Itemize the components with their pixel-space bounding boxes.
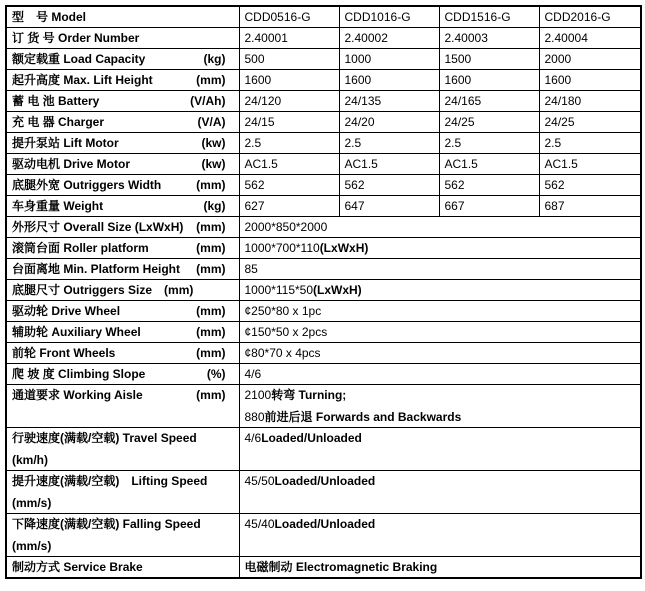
table-row bbox=[6, 6, 641, 28]
spec-value-cell bbox=[239, 557, 641, 579]
spec-value-line bbox=[245, 219, 636, 235]
table-row bbox=[6, 364, 641, 385]
spec-value: 667 bbox=[444, 199, 465, 213]
spec-label-line bbox=[12, 72, 234, 88]
spec-unit: (mm) bbox=[196, 220, 226, 234]
spec-value-cell bbox=[239, 471, 641, 514]
spec-label-line bbox=[12, 387, 234, 403]
spec-value-cell bbox=[239, 259, 641, 280]
spec-label: 外形尺寸 Overall Size (LxWxH) bbox=[12, 220, 184, 234]
table-row bbox=[6, 196, 641, 217]
spec-label: 底腿尺寸 Outriggers Size (mm) bbox=[12, 283, 194, 297]
spec-unit: (V/A) bbox=[197, 115, 226, 129]
spec-label: 辅助轮 Auxiliary Wheel bbox=[12, 325, 141, 339]
spec-label: 前轮 Front Wheels bbox=[12, 346, 116, 360]
spec-label: (mm/s) bbox=[12, 539, 52, 553]
spec-label-line bbox=[12, 366, 234, 382]
spec-label-line bbox=[12, 345, 234, 361]
spec-label-line bbox=[12, 452, 234, 468]
spec-value: 687 bbox=[544, 199, 565, 213]
spec-value-cell bbox=[239, 133, 339, 154]
spec-value-cell bbox=[439, 112, 539, 133]
spec-label-cell bbox=[6, 70, 239, 91]
spec-value: 2.5 bbox=[544, 136, 562, 150]
spec-label-cell bbox=[6, 175, 239, 196]
spec-value-line bbox=[245, 516, 636, 532]
spec-value: 1600 bbox=[544, 73, 572, 87]
spec-value: CDD2016-G bbox=[544, 10, 611, 24]
spec-value: 1600 bbox=[244, 73, 272, 87]
spec-label-cell bbox=[6, 196, 239, 217]
table-row bbox=[6, 343, 641, 364]
spec-value-cell bbox=[239, 280, 641, 301]
spec-value: 562 bbox=[344, 178, 365, 192]
spec-label: 起升高度 Max. Lift Height bbox=[12, 73, 153, 87]
spec-value-cell bbox=[539, 6, 641, 28]
spec-label-line bbox=[12, 198, 234, 214]
table-row bbox=[6, 238, 641, 259]
spec-value: 24/135 bbox=[344, 94, 382, 108]
spec-value-cell bbox=[339, 133, 439, 154]
spec-value-cell bbox=[239, 514, 641, 557]
spec-value-cell bbox=[239, 28, 339, 49]
spec-value-segment: Loaded/Unloaded bbox=[261, 431, 362, 445]
spec-label-line bbox=[12, 303, 234, 319]
table-row bbox=[6, 471, 641, 514]
spec-label: 提升泵站 Lift Motor bbox=[12, 136, 119, 150]
spec-value: 647 bbox=[344, 199, 365, 213]
spec-value-segment: (LxWxH) bbox=[313, 283, 362, 297]
spec-value-segment: 电磁制动 Electromagnetic Braking bbox=[244, 560, 438, 574]
spec-value-segment: Loaded/Unloaded bbox=[274, 474, 376, 488]
table-row bbox=[6, 112, 641, 133]
table-row bbox=[6, 28, 641, 49]
spec-label-cell bbox=[6, 28, 239, 49]
spec-label: 蓄 电 池 Battery bbox=[12, 94, 100, 108]
spec-value-cell bbox=[539, 49, 641, 70]
spec-value-cell bbox=[339, 154, 439, 175]
spec-value: CDD1016-G bbox=[344, 10, 411, 24]
spec-label: 制动方式 Service Brake bbox=[12, 560, 143, 574]
spec-value-segment: Loaded/Unloaded bbox=[274, 517, 376, 531]
spec-value-segment: 转弯 Turning; bbox=[271, 388, 347, 402]
spec-label: 提升速度(满载/空载) Lifting Speed bbox=[12, 474, 208, 488]
table-row bbox=[6, 175, 641, 196]
spec-value-cell bbox=[539, 112, 641, 133]
spec-value: 24/20 bbox=[344, 115, 375, 129]
table-row bbox=[6, 49, 641, 70]
spec-value: 24/15 bbox=[244, 115, 275, 129]
spec-value-cell bbox=[239, 238, 641, 259]
spec-value-segment: ¢80*70 x 4pcs bbox=[244, 346, 321, 360]
table-row bbox=[6, 154, 641, 175]
spec-label-line bbox=[12, 114, 234, 130]
spec-value-segment: 45/50 bbox=[244, 474, 275, 488]
spec-label: 通道要求 Working Aisle bbox=[12, 388, 143, 402]
spec-label: 行驶速度(满载/空载) Travel Speed bbox=[12, 431, 197, 445]
spec-value: 2.40001 bbox=[244, 31, 288, 45]
spec-unit: (mm) bbox=[196, 241, 226, 255]
spec-value-segment: 2100 bbox=[244, 388, 272, 402]
spec-label-line bbox=[12, 135, 234, 151]
spec-value-segment: 前进后退 Forwards and Backwards bbox=[264, 410, 462, 424]
spec-label-line bbox=[12, 93, 234, 109]
spec-value-cell bbox=[239, 343, 641, 364]
spec-value-cell bbox=[339, 70, 439, 91]
spec-value: 2.40003 bbox=[444, 31, 488, 45]
spec-value: 562 bbox=[444, 178, 465, 192]
spec-label-cell bbox=[6, 49, 239, 70]
spec-value-segment: 85 bbox=[244, 262, 258, 276]
spec-unit: (mm) bbox=[196, 346, 226, 360]
spec-label-cell bbox=[6, 343, 239, 364]
table-row bbox=[6, 428, 641, 471]
spec-unit: (mm) bbox=[196, 73, 226, 87]
spec-value-cell bbox=[539, 154, 641, 175]
spec-value-cell bbox=[539, 196, 641, 217]
spec-label-cell bbox=[6, 385, 239, 428]
spec-value: 24/180 bbox=[544, 94, 582, 108]
spec-label-cell bbox=[6, 364, 239, 385]
spec-value: CDD1516-G bbox=[444, 10, 511, 24]
spec-value: 24/25 bbox=[444, 115, 475, 129]
spec-value: 2.5 bbox=[444, 136, 462, 150]
spec-value-cell bbox=[439, 91, 539, 112]
spec-value-line bbox=[245, 473, 636, 489]
spec-label-line bbox=[12, 261, 234, 277]
table-row bbox=[6, 322, 641, 343]
spec-label: 驱动电机 Drive Motor bbox=[12, 157, 131, 171]
spec-label-line bbox=[12, 495, 234, 511]
spec-value-cell bbox=[439, 133, 539, 154]
spec-value: 562 bbox=[544, 178, 565, 192]
spec-value-cell bbox=[539, 28, 641, 49]
spec-value: 627 bbox=[244, 199, 265, 213]
spec-label-line bbox=[12, 430, 234, 446]
spec-value-line bbox=[245, 303, 636, 319]
spec-value: AC1.5 bbox=[544, 157, 578, 171]
spec-label-line bbox=[12, 282, 234, 298]
spec-label-cell bbox=[6, 238, 239, 259]
spec-value-cell bbox=[339, 112, 439, 133]
spec-label: 型 号 Model bbox=[12, 10, 86, 24]
spec-value-segment: 1000*115*50 bbox=[244, 283, 314, 297]
spec-value-cell bbox=[539, 70, 641, 91]
spec-label: 充 电 器 Charger bbox=[12, 115, 105, 129]
spec-value-cell bbox=[239, 49, 339, 70]
spec-value-segment: 45/40 bbox=[244, 517, 275, 531]
spec-label-line bbox=[12, 538, 234, 554]
spec-label-cell bbox=[6, 557, 239, 579]
spec-value-cell bbox=[539, 91, 641, 112]
spec-value: AC1.5 bbox=[244, 157, 278, 171]
spec-value-segment: ¢150*50 x 2pcs bbox=[244, 325, 328, 339]
spec-value: 2.40004 bbox=[544, 31, 588, 45]
spec-label-line bbox=[12, 51, 234, 67]
table-row bbox=[6, 280, 641, 301]
spec-value-cell bbox=[439, 196, 539, 217]
spec-value-segment: 4/6 bbox=[244, 367, 262, 381]
spec-value-cell bbox=[239, 322, 641, 343]
spec-label-line bbox=[12, 177, 234, 193]
spec-value: 1600 bbox=[344, 73, 372, 87]
spec-label-cell bbox=[6, 6, 239, 28]
spec-value-cell bbox=[239, 175, 339, 196]
spec-label-cell bbox=[6, 301, 239, 322]
spec-value-line bbox=[245, 409, 636, 425]
spec-value-cell bbox=[239, 6, 339, 28]
spec-unit: (%) bbox=[206, 367, 226, 381]
spec-value-cell bbox=[439, 6, 539, 28]
spec-label: 底腿外宽 Outriggers Width bbox=[12, 178, 162, 192]
spec-value-line bbox=[245, 324, 636, 340]
table-row bbox=[6, 70, 641, 91]
spec-value: 24/165 bbox=[444, 94, 482, 108]
spec-value-cell bbox=[439, 49, 539, 70]
spec-unit: (kg) bbox=[203, 52, 226, 66]
spec-value-cell bbox=[239, 196, 339, 217]
spec-label-line bbox=[12, 156, 234, 172]
spec-value-cell bbox=[339, 28, 439, 49]
spec-value-cell bbox=[339, 91, 439, 112]
spec-label: 台面离地 Min. Platform Height bbox=[12, 262, 181, 276]
spec-label: 额定载重 Load Capacity bbox=[12, 52, 146, 66]
spec-value: CDD0516-G bbox=[244, 10, 311, 24]
spec-value: 2.40002 bbox=[344, 31, 388, 45]
spec-value-cell bbox=[239, 112, 339, 133]
table-row bbox=[6, 217, 641, 238]
spec-unit: (V/Ah) bbox=[190, 94, 226, 108]
spec-unit: (kw) bbox=[201, 157, 226, 171]
spec-value: AC1.5 bbox=[344, 157, 378, 171]
spec-value: 2000 bbox=[544, 52, 572, 66]
spec-value-cell bbox=[239, 217, 641, 238]
spec-unit: (mm) bbox=[196, 304, 226, 318]
spec-label-line bbox=[12, 240, 234, 256]
spec-unit: (mm) bbox=[196, 262, 226, 276]
spec-label-cell bbox=[6, 154, 239, 175]
table-row bbox=[6, 301, 641, 322]
spec-unit: (mm) bbox=[196, 178, 226, 192]
spec-value: 1500 bbox=[444, 52, 472, 66]
spec-value-segment: 2000*850*2000 bbox=[244, 220, 328, 234]
spec-value: 500 bbox=[244, 52, 265, 66]
spec-value-cell bbox=[439, 28, 539, 49]
spec-value-segment: 880 bbox=[244, 410, 265, 424]
spec-label-line bbox=[12, 516, 234, 532]
spec-label-cell bbox=[6, 259, 239, 280]
spec-value: 1600 bbox=[444, 73, 472, 87]
spec-label: 滚筒台面 Roller platform bbox=[12, 241, 149, 255]
table-row bbox=[6, 514, 641, 557]
spec-label-cell bbox=[6, 428, 239, 471]
spec-value-cell bbox=[239, 154, 339, 175]
spec-label-line bbox=[12, 324, 234, 340]
spec-value-cell bbox=[239, 428, 641, 471]
spec-label-cell bbox=[6, 217, 239, 238]
spec-value-line bbox=[245, 387, 636, 403]
spec-unit: (mm) bbox=[196, 388, 226, 402]
spec-value-cell bbox=[439, 154, 539, 175]
spec-value: 1000 bbox=[344, 52, 372, 66]
spec-label-cell bbox=[6, 514, 239, 557]
spec-value-cell bbox=[339, 6, 439, 28]
spec-value-cell bbox=[239, 301, 641, 322]
spec-label-cell bbox=[6, 133, 239, 154]
spec-unit: (kg) bbox=[203, 199, 226, 213]
spec-label-line bbox=[12, 559, 234, 575]
spec-label: 车身重量 Weight bbox=[12, 199, 104, 213]
spec-value-line bbox=[245, 559, 636, 575]
table-row bbox=[6, 557, 641, 579]
spec-label: (km/h) bbox=[12, 453, 48, 467]
spec-value-segment: (LxWxH) bbox=[319, 241, 369, 255]
spec-value-cell bbox=[339, 175, 439, 196]
spec-label: 订 货 号 Order Number bbox=[12, 31, 140, 45]
spec-value-line bbox=[245, 261, 636, 277]
spec-label-line bbox=[12, 473, 234, 489]
spec-value: 24/25 bbox=[544, 115, 575, 129]
spec-value: 562 bbox=[244, 178, 265, 192]
spec-label-cell bbox=[6, 322, 239, 343]
spec-value-segment: 4/6 bbox=[244, 431, 262, 445]
spec-value: 24/120 bbox=[244, 94, 282, 108]
table-row bbox=[6, 385, 641, 428]
spec-value: AC1.5 bbox=[444, 157, 478, 171]
spec-unit: (mm) bbox=[196, 325, 226, 339]
spec-value: 2.5 bbox=[244, 136, 262, 150]
spec-label-line bbox=[12, 219, 234, 235]
spec-label-cell bbox=[6, 91, 239, 112]
spec-value-line bbox=[245, 345, 636, 361]
spec-value-cell bbox=[439, 175, 539, 196]
spec-label-line bbox=[12, 30, 234, 46]
spec-value-cell bbox=[539, 175, 641, 196]
spec-value-line bbox=[245, 430, 636, 446]
spec-label: 爬 坡 度 Climbing Slope bbox=[12, 367, 146, 381]
spec-label: 下降速度(满载/空载) Falling Speed bbox=[12, 517, 201, 531]
spec-value-cell bbox=[239, 70, 339, 91]
spec-value-cell bbox=[439, 70, 539, 91]
table-row bbox=[6, 91, 641, 112]
spec-label-line bbox=[12, 9, 234, 25]
spec-label-cell bbox=[6, 280, 239, 301]
spec-value-cell bbox=[339, 49, 439, 70]
spec-value-cell bbox=[239, 385, 641, 428]
spec-value-cell bbox=[339, 196, 439, 217]
spec-table bbox=[5, 5, 642, 579]
spec-value: 2.5 bbox=[344, 136, 362, 150]
spec-value-cell bbox=[539, 133, 641, 154]
spec-unit: (kw) bbox=[201, 136, 226, 150]
spec-label-cell bbox=[6, 112, 239, 133]
spec-value-line bbox=[245, 366, 636, 382]
spec-value-cell bbox=[239, 91, 339, 112]
spec-value-line bbox=[245, 240, 636, 256]
spec-label: 驱动轮 Drive Wheel bbox=[12, 304, 121, 318]
spec-value-line bbox=[245, 282, 636, 298]
table-row bbox=[6, 133, 641, 154]
spec-value-segment: ¢250*80 x 1pc bbox=[244, 304, 322, 318]
table-row bbox=[6, 259, 641, 280]
spec-value-segment: 1000*700*110 bbox=[244, 241, 320, 255]
spec-label-cell bbox=[6, 471, 239, 514]
spec-label: (mm/s) bbox=[12, 496, 52, 510]
spec-value-cell bbox=[239, 364, 641, 385]
